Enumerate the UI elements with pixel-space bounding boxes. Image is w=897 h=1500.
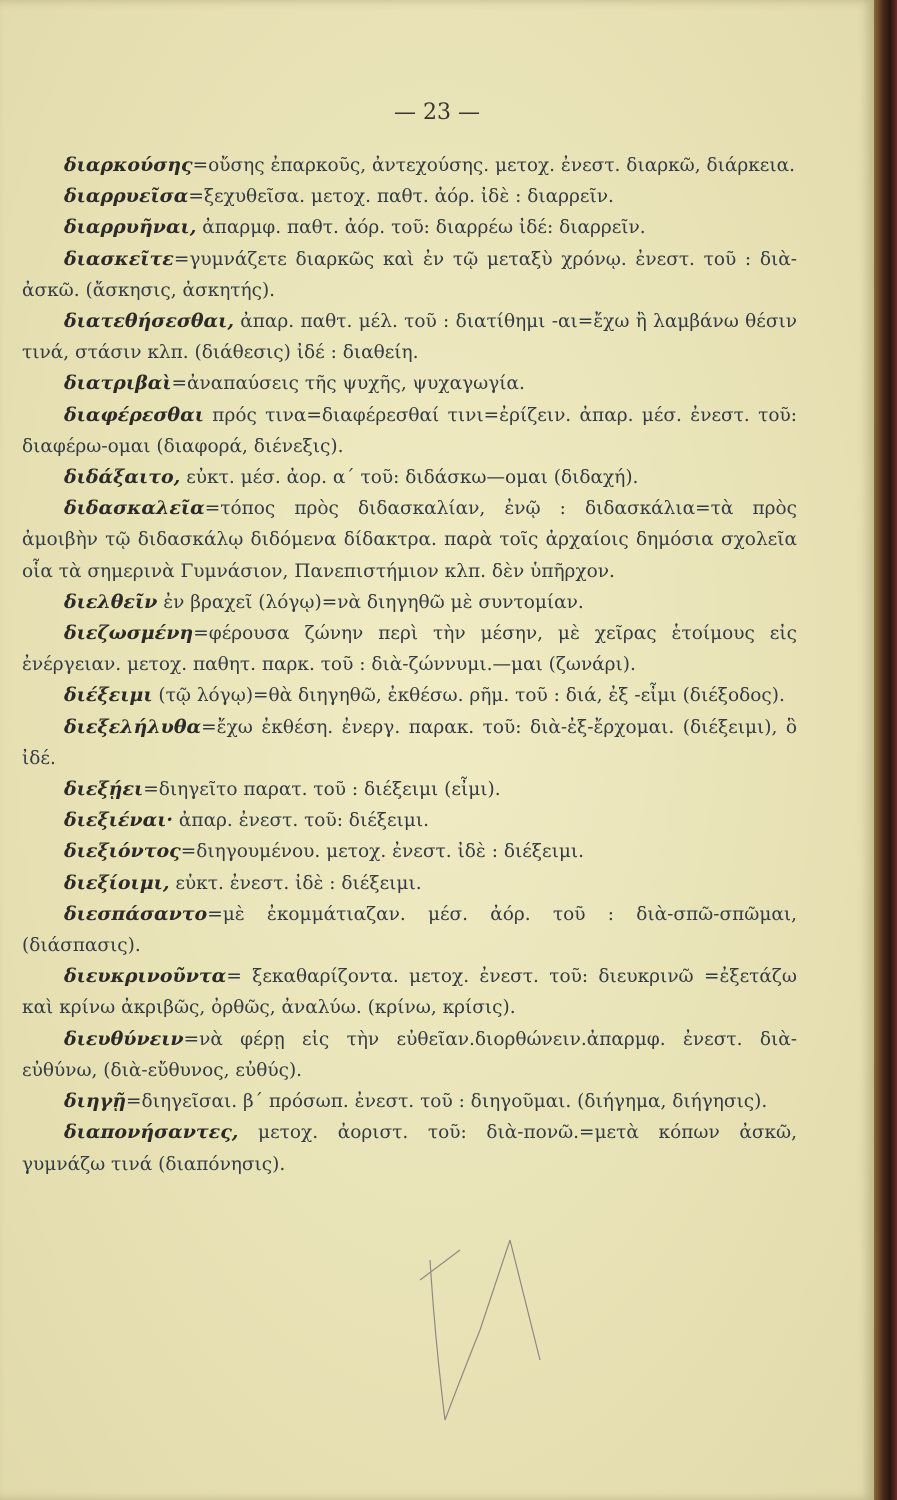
glossary-entry <box>22 1117 797 1179</box>
definition: =διηγουμένου. μετοχ. ἐνεστ. ἰδὲ : διέξειμι. <box>180 841 584 863</box>
glossary-entry <box>22 805 797 836</box>
definition: =μὲ ἐκομμάτιαζαν. μέσ. ἀόρ. τοῦ : διὰ-σπῶ-σπῶμαι, (διάσπασις). <box>22 903 797 957</box>
definition: =τόπος πρὸς διδασκαλίαν, ἐνῷ : διδασκάλια=τὰ πρὸς ἀμοιβὴν τῷ διδασκάλῳ διδόμενα δίδακτρα. παρὰ τοῖς ἀρχαίοις δημόσια σχολεῖα οἷα τὰ σημερινὰ Γυμνάσιον, Πανεπιστήμιον κλπ. δὲν ὑπῆρχον. <box>22 498 797 582</box>
definition: εὐκτ. ἐνεστ. ἰδὲ : διέξειμι. <box>169 872 422 894</box>
headword: διεξιέναι· <box>64 809 174 832</box>
definition: =νὰ φέρῃ εἰς τὴν εὐθεῖαν.διορθώνειν.ἀπαρμφ. ἐνεστ. διὰ-εὐθύνω, (διὰ-εὔθυνος, εὐθύς). <box>22 1028 797 1081</box>
definition: =ἔχω ἐκθέση. ἐνεργ. παρακ. τοῦ: διὰ-ἐξ-ἔρχομαι. (διέξειμι), ὃ ἰδέ. <box>22 716 797 769</box>
glossary-text <box>22 150 797 1180</box>
headword: διεξελήλυθα <box>64 715 202 738</box>
headword: διευκρινοῦντα <box>64 965 227 988</box>
definition: =ξεχυθεῖσα. μετοχ. παθτ. ἀόρ. ἰδὲ : διαρρεῖν. <box>188 186 614 208</box>
pencil-scribble <box>400 1220 560 1460</box>
glossary-entry <box>22 306 797 368</box>
headword: διδάξαιτο, <box>64 466 181 489</box>
headword: διευθύνειν <box>64 1027 184 1050</box>
headword: διαπονήσαντες, <box>64 1121 239 1144</box>
headword: διασκεῖτε <box>64 247 174 270</box>
headword: διαρρυῆναι, <box>64 216 197 239</box>
headword: διεξῄει <box>64 778 144 801</box>
definition: =οὔσης ἐπαρκοῦς, ἀντεχούσης. μετοχ. ἐνεστ. διαρκῶ, διάρκεια. <box>192 155 796 176</box>
glossary-entry <box>22 618 797 680</box>
headword: διαρρυεῖσα <box>64 185 189 208</box>
glossary-entry <box>22 712 797 774</box>
definition: εὐκτ. μέσ. ἀορ. α΄ τοῦ: διδάσκω—ομαι (διδαχή). <box>180 467 639 489</box>
headword: διαφέρεσθαι <box>64 403 204 426</box>
glossary-entry <box>22 868 797 899</box>
headword: διηγῇ <box>64 1090 127 1113</box>
book-spine <box>874 0 897 1500</box>
glossary-entry <box>22 587 797 618</box>
glossary-entry <box>22 150 797 181</box>
headword: διαρκούσης <box>64 154 193 176</box>
headword: διελθεῖν <box>64 590 158 613</box>
headword: διεσπάσαντο <box>64 902 208 925</box>
definition: ἐν βραχεῖ (λόγῳ)=νὰ διηγηθῶ μὲ συντομίαν. <box>157 591 584 613</box>
glossary-entry <box>22 181 797 212</box>
headword: διεζωσμένη <box>64 622 194 645</box>
definition: ἀπαρ. ἐνεστ. τοῦ: διέξειμι. <box>173 810 429 832</box>
headword: διέξειμι <box>64 684 153 707</box>
headword: διεξιόντος <box>64 840 181 863</box>
definition: =διηγεῖσαι. β΄ πρόσωπ. ἐνεστ. τοῦ : διηγοῦμαι. (διήγημα, διήγησις). <box>126 1091 768 1113</box>
definition: μετοχ. ἀοριστ. τοῦ: διὰ-πονῶ.=μετὰ κόπων ἀσκῶ, γυμνάζω τινά (διαπόνησις). <box>22 1122 797 1175</box>
glossary-entry <box>22 1024 797 1086</box>
definition: ἀπαρμφ. παθτ. ἀόρ. τοῦ: διαρρέω ἰδέ: διαρρεῖν. <box>196 217 646 239</box>
glossary-entry <box>22 400 797 462</box>
definition: (τῷ λόγῳ)=θὰ διηγηθῶ, ἐκθέσω. ρῆμ. τοῦ : διά, ἐξ -εἶμι (διέξοδος). <box>152 685 785 707</box>
definition: =φέρουσα ζώνην περὶ τὴν μέσην, μὲ χεῖρας ἑτοίμους εἰς ἐνέργειαν. μετοχ. παθητ. παρκ. τοῦ : διὰ-ζώννυμι.—μαι (ζωνάρι). <box>22 623 797 676</box>
definition: = ξεκαθαρίζοντα. μετοχ. ἐνεστ. τοῦ: διευκρινῶ =ἐξετάζω καὶ κρίνω ἀκριβῶς, ὀρθῶς, ἀναλύω. (κρίνω, κρίσις). <box>22 966 797 1019</box>
glossary-entry <box>22 244 797 306</box>
glossary-entry <box>22 680 797 711</box>
definition: πρός τινα=διαφέρεσθαί τινι=ἐρίζειν. ἀπαρ. μέσ. ἐνεστ. τοῦ: διαφέρω-ομαι (διαφορά, διένεξις). <box>22 404 797 457</box>
glossary-entry <box>22 899 797 961</box>
glossary-entry <box>22 462 797 493</box>
headword: διεξίοιμι, <box>64 871 170 894</box>
page-number: — 23 — <box>394 100 480 125</box>
definition: =ἀναπαύσεις τῆς ψυχῆς, ψυχαγωγία. <box>171 373 525 395</box>
headword: διατριβαὶ <box>64 372 172 395</box>
definition: =διηγεῖτο παρατ. τοῦ : διέξειμι (εἶμι). <box>143 779 501 801</box>
glossary-entry <box>22 961 797 1023</box>
glossary-entry <box>22 1086 797 1117</box>
glossary-entry <box>22 774 797 805</box>
glossary-entry <box>22 493 797 587</box>
glossary-entry <box>22 836 797 867</box>
definition: ἀπαρ. παθτ. μέλ. τοῦ : διατίθημι -αι=ἔχω ἢ λαμβάνω θέσιν τινά, στάσιν κλπ. (διάθεσις) ἰδέ : διαθείη. <box>22 311 797 364</box>
headword: διδασκαλεῖα <box>64 497 205 520</box>
glossary-entry <box>22 368 797 399</box>
headword: διατεθήσεσθαι, <box>64 310 234 333</box>
glossary-entry <box>22 212 797 243</box>
definition: =γυμνάζετε διαρκῶς καὶ ἐν τῷ μεταξὺ χρόνῳ. ἐνεστ. τοῦ : διὰ-ἀσκῶ. (ἄσκησις, ἀσκητής). <box>22 248 797 301</box>
